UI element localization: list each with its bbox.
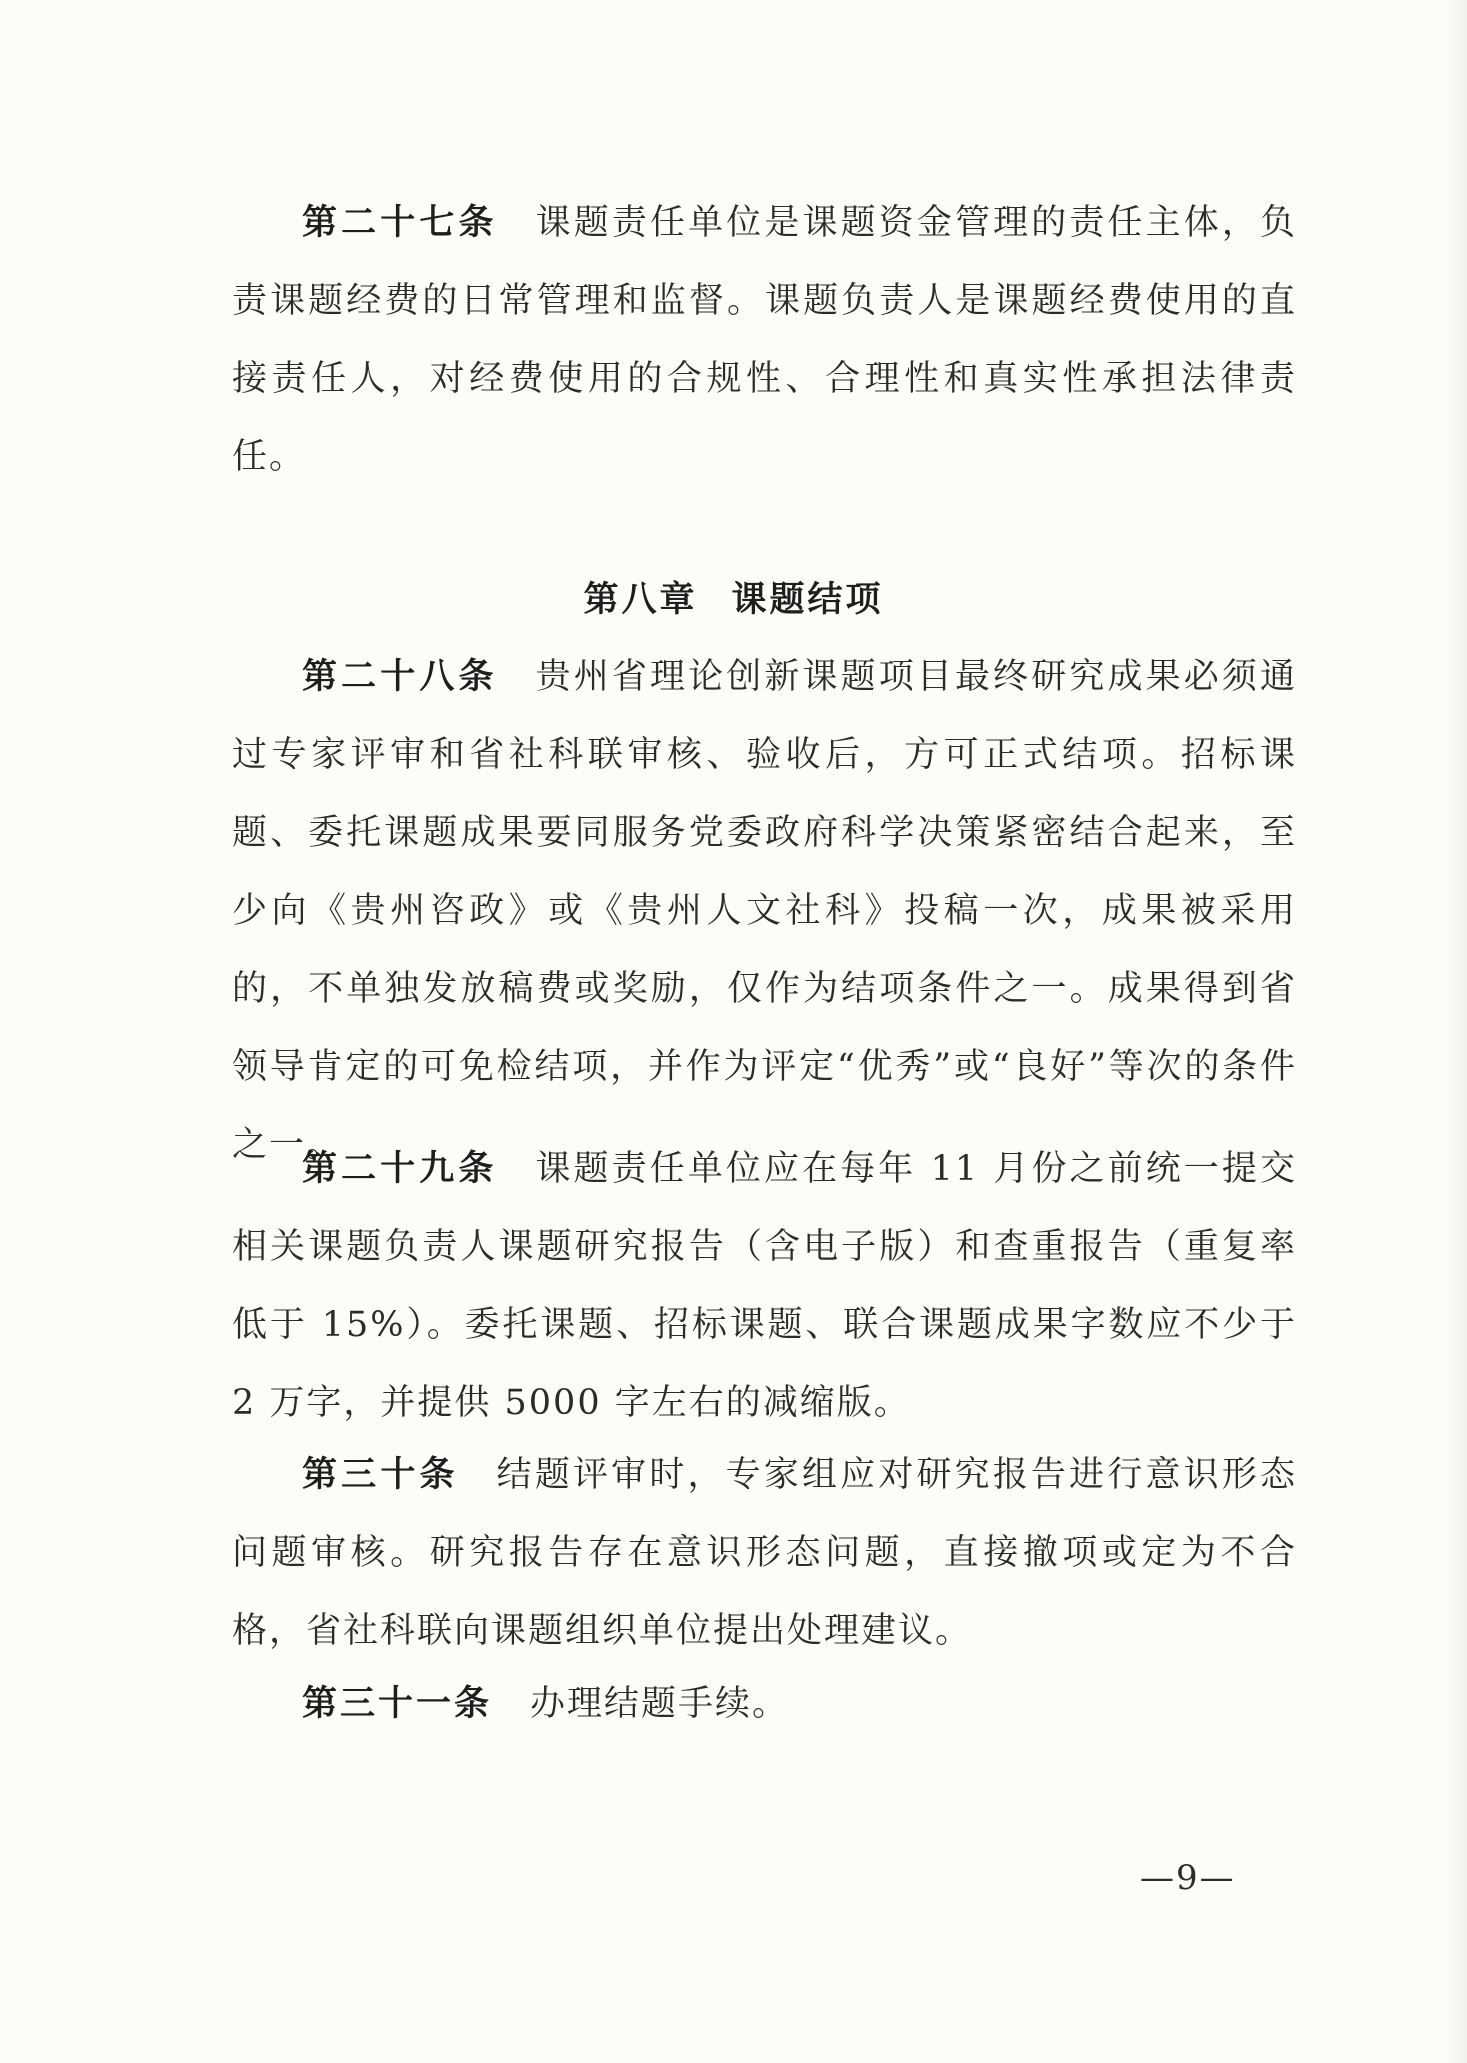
scan-edge-shadow <box>1445 0 1467 2063</box>
article-30-paragraph <box>232 1436 1297 1670</box>
article-29-heading: 第二十九条 <box>302 1149 498 1189</box>
article-30-heading: 第三十条 <box>302 1455 459 1495</box>
article-31-text: 办理结题手续。 <box>530 1684 790 1724</box>
chapter-heading <box>0 572 1467 622</box>
article-27-paragraph <box>232 184 1297 496</box>
article-31-heading: 第三十一条 <box>302 1684 493 1724</box>
chapter-number: 第八章 <box>583 580 698 620</box>
article-31-paragraph <box>232 1665 1297 1743</box>
article-28-paragraph <box>232 638 1297 1184</box>
article-28-text: 贵州省理论创新课题项目最终研究成果必须通过专家评审和省社科联审核、验收后，方可正式结项。招标课题、委托课题成果要同服务党委政府科学决策紧密结合起来，至少向《贵州咨政》或《贵州人文社科》投稿一次，成果被采用的，不单独发放稿费或奖励，仅作为结项条件之一。成果得到省领导肯定的可免检结项，并作为评定“优秀”或“良好”等次的条件之一。 <box>232 657 1297 1165</box>
article-28-heading: 第二十八条 <box>302 657 498 697</box>
article-29-text: 课题责任单位应在每年 11 月份之前统一提交相关课题负责人课题研究报告（含电子版）和查重报告（重复率低于 15%）。委托课题、招标课题、联合课题成果字数应不少于 2 万字，并提供 5000 字左右的减缩版。 <box>232 1149 1297 1423</box>
article-27-text: 课题责任单位是课题资金管理的责任主体，负责课题经费的日常管理和监督。课题负责人是课题经费使用的直接责任人，对经费使用的合规性、合理性和真实性承担法律责任。 <box>232 203 1297 477</box>
chapter-title: 课题结项 <box>731 580 884 620</box>
article-29-paragraph <box>232 1130 1297 1442</box>
article-27-heading: 第二十七条 <box>302 203 498 243</box>
page-number: —9— <box>1140 1858 1236 1898</box>
article-30-text: 结题评审时，专家组应对研究报告进行意识形态问题审核。研究报告存在意识形态问题，直接撤项或定为不合格，省社科联向课题组织单位提出处理建议。 <box>232 1455 1297 1651</box>
